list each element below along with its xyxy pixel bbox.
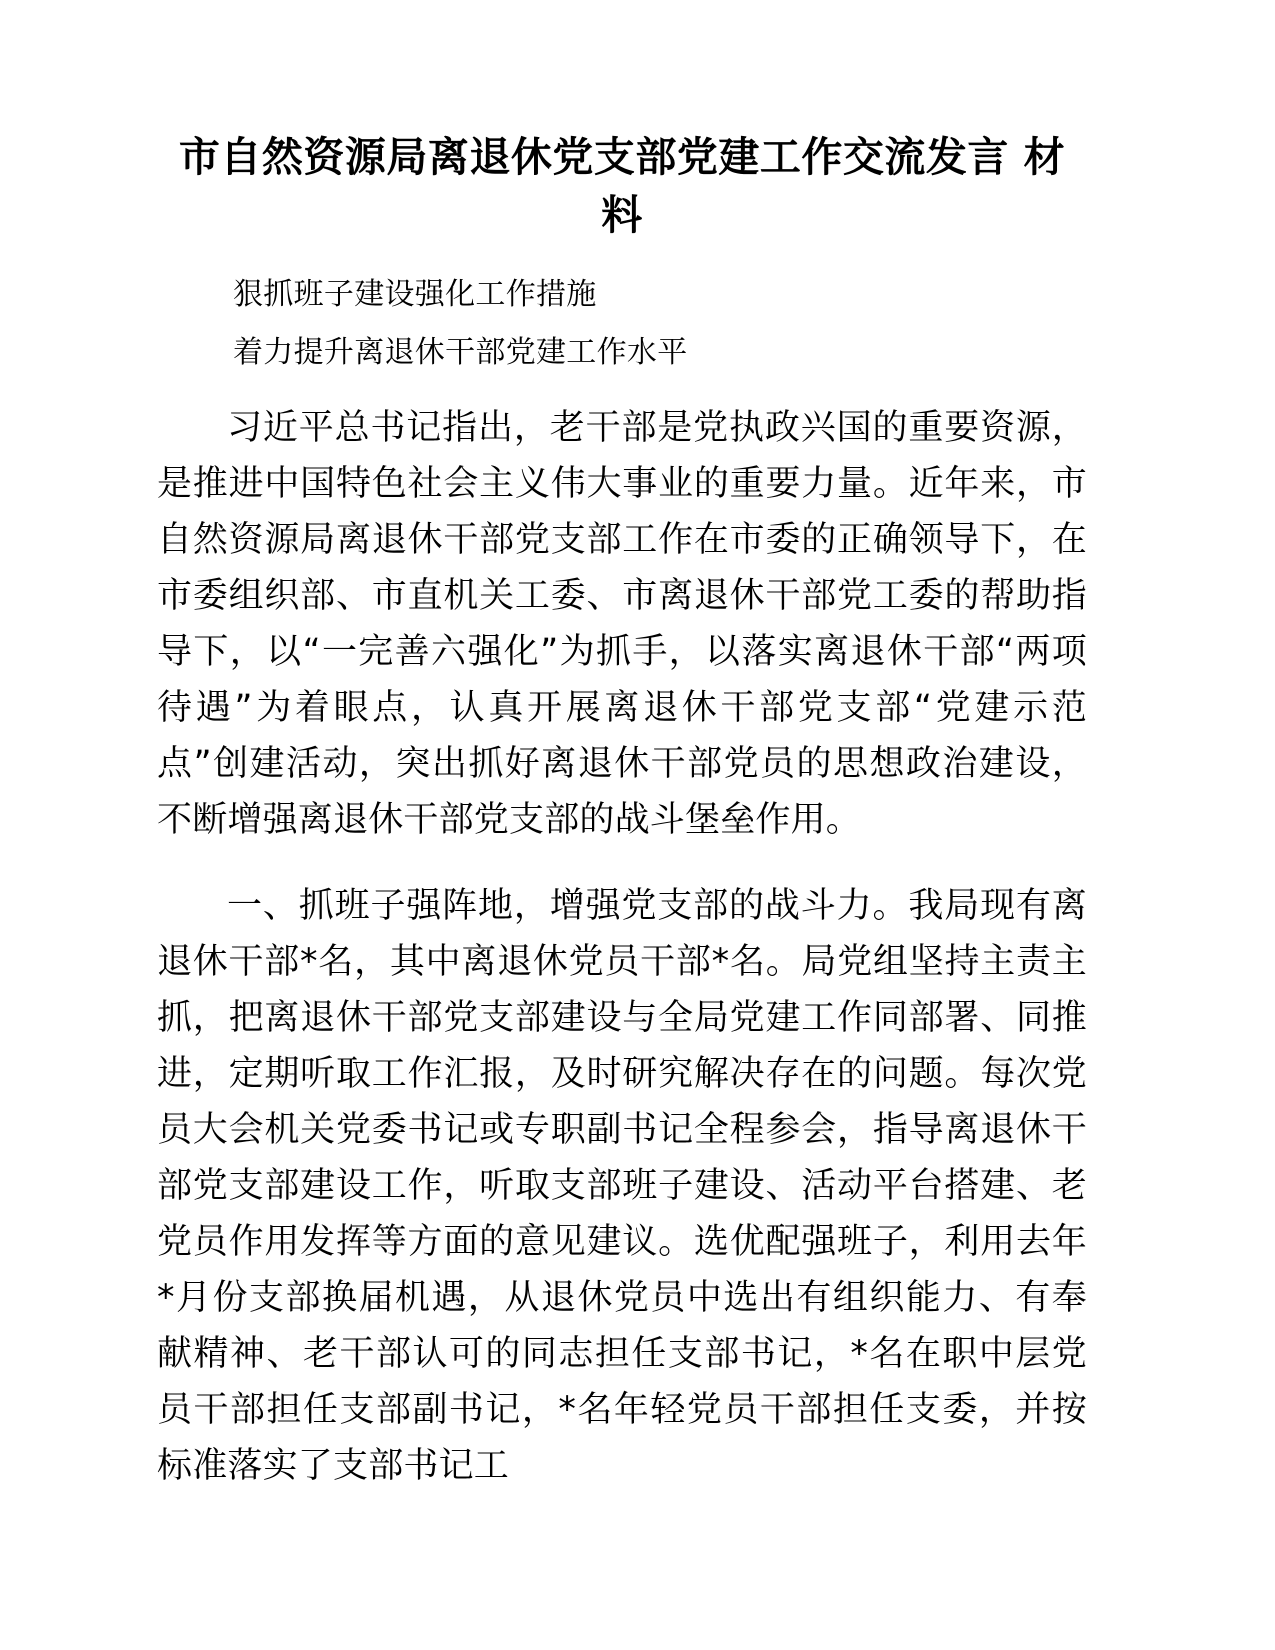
document-title-line-2: 材料 [601,133,1066,240]
document-content [157,128,1087,1494]
subtitle-line-1: 狠抓班子建设强化工作措施 [233,277,597,313]
document-title-line-1: 市自然资源局离退休党支部党建工作交流发言 [178,133,1009,181]
body-block [157,400,1087,1494]
body-paragraph-2: 一、抓班子强阵地，增强党支部的战斗力。我局现有离退休干部*名，其中离退休党员干部*名。局党组坚持主责主抓，把离退休干部党支部建设与全局党建工作同部署、同推进，定期听取工作汇报，及时研究解决存在的问题。每次党员大会机关党委书记或专职副书记全程参会，指导离退休干部党支部建设工作，听取支部班子建设、活动平台搭建、老党员作用发挥等方面的意见建议。选优配强班子，利用去年*月份支部换届机遇，从退休党员中选出有组织能力、有奉献精神、老干部认可的同志担任支部书记，*名在职中层党员干部担任支部副书记，*名年轻党员干部担任支委，并按标准落实了支部书记工 [157,885,1087,1486]
document-title [157,128,1087,244]
body-paragraph-1: 习近平总书记指出，老干部是党执政兴国的重要资源，是推进中国特色社会主义伟大事业的重要力量。近年来，市自然资源局离退休干部党支部工作在市委的正确领导下，在市委组织部、市直机关工委、市离退休干部党工委的帮助指导下，以“一完善六强化”为抓手，以落实离退休干部“两项待遇”为着眼点，认真开展离退休干部党支部“党建示范点”创建活动，突出抓好离退休干部党员的思想政治建设，不断增强离退休干部党支部的战斗堡垒作用。 [157,407,1087,840]
subtitle-block [157,266,1087,381]
subtitle-line-2: 着力提升离退休干部党建工作水平 [233,335,688,371]
